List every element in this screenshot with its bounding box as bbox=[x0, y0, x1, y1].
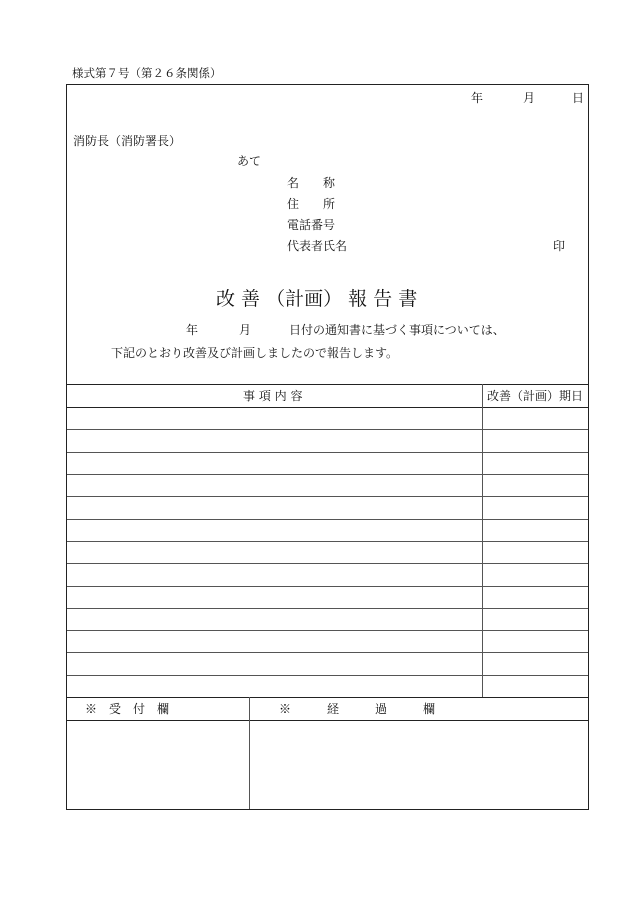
table-row-line bbox=[67, 429, 588, 430]
applicant-address-label: 住 所 bbox=[287, 197, 336, 211]
body-line2-text: 下記のとおり改善及び計画しましたので報告します。 bbox=[111, 346, 399, 360]
table-top-border bbox=[67, 384, 588, 385]
applicant-phone-label: 電話番号 bbox=[287, 218, 336, 232]
date-month-label: 月 bbox=[523, 91, 536, 105]
date-year-label: 年 bbox=[471, 91, 484, 105]
progress-column-label: ※ 経 過 欄 bbox=[279, 702, 436, 716]
footer-column-divider bbox=[249, 697, 250, 809]
table-row-line bbox=[67, 496, 588, 497]
body-year-label: 年 bbox=[186, 323, 199, 337]
table-row-line bbox=[67, 519, 588, 520]
applicant-representative-label: 代表者氏名 bbox=[287, 239, 348, 253]
body-month-label: 月 bbox=[239, 323, 252, 337]
footer-top-border bbox=[67, 697, 588, 698]
addressee-suffix: あて bbox=[237, 154, 262, 168]
seal-mark: 印 bbox=[553, 239, 566, 253]
body-line1-text: 日付の通知書に基づく事項については、 bbox=[289, 323, 505, 337]
table-row-line bbox=[67, 630, 588, 631]
table-row-line bbox=[67, 652, 588, 653]
table-row-line bbox=[67, 586, 588, 587]
table-row-line bbox=[67, 452, 588, 453]
form-frame bbox=[66, 84, 589, 810]
table-row-line bbox=[67, 541, 588, 542]
date-day-label: 日 bbox=[572, 91, 585, 105]
addressee-name: 消防長（消防署長） bbox=[73, 134, 182, 148]
table-row-line bbox=[67, 563, 588, 564]
column-header-date: 改善（計画）期日 bbox=[487, 389, 584, 403]
footer-header-bottom-border bbox=[67, 720, 588, 721]
table-row-line bbox=[67, 675, 588, 676]
reception-column-label: ※ 受 付 欄 bbox=[85, 702, 170, 716]
form-number: 様式第７号（第２６条関係） bbox=[72, 66, 222, 80]
applicant-name-label: 名 称 bbox=[287, 176, 336, 190]
column-header-content: 事 項 内 容 bbox=[243, 389, 303, 403]
table-row-line bbox=[67, 474, 588, 475]
table-row-line bbox=[67, 608, 588, 609]
document-title: 改 善 （計画） 報 告 書 bbox=[216, 288, 418, 310]
table-column-divider bbox=[482, 384, 483, 697]
table-header-bottom-border bbox=[67, 407, 588, 408]
